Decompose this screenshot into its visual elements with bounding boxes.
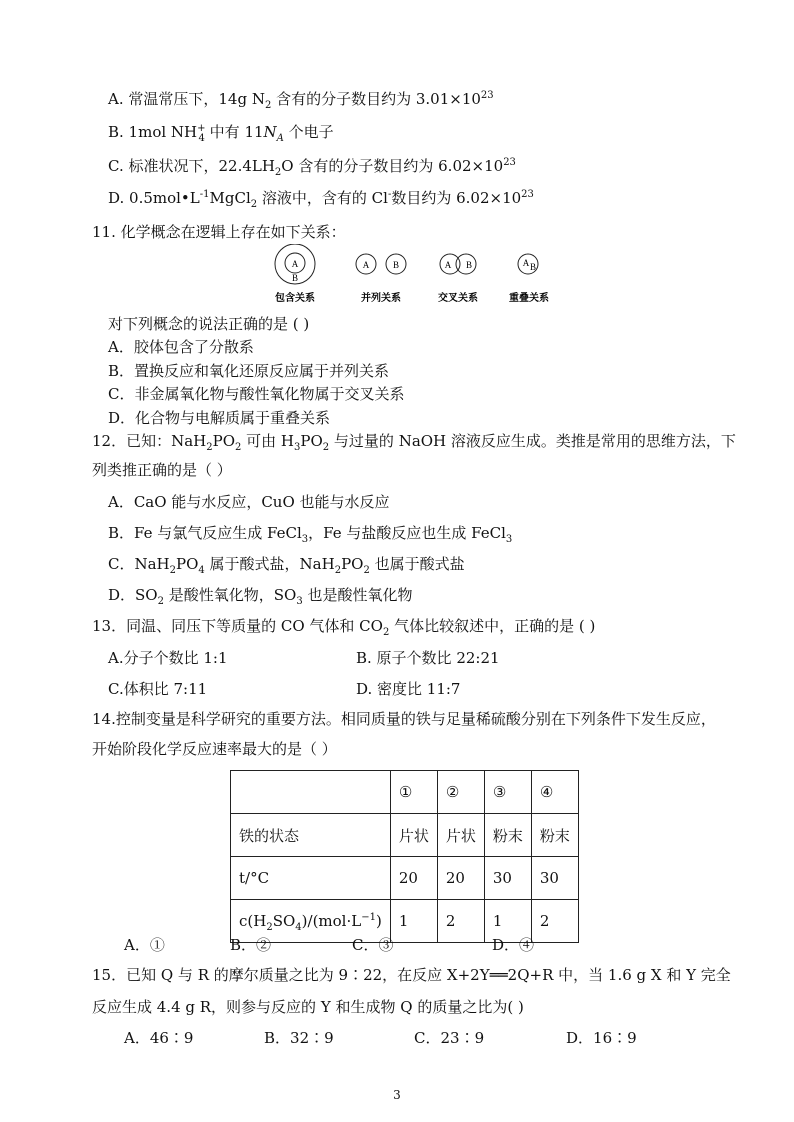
- q13-stem: 13．同温、同压下等质量的 CO 气体和 $CO_2$ 气体比较叙述中，正确的是 ( ): [92, 617, 596, 638]
- q10-option-d: D. $0.5mol•L^{-1}MgCl_2$ 溶液中，含有的 Cl-数目约为 $6.02\times 10^{23}$: [108, 189, 534, 210]
- q12-option-b: B．Fe 与氯气反应生成 FeCl$_3$，Fe 与盐酸反应也生成 FeCl$_3$: [108, 524, 513, 545]
- q14-option-b: B．②: [230, 936, 272, 954]
- table-cell: $c(H_2SO_4)/(mol\cdot L^{-1})$: [231, 900, 391, 943]
- table-cell: 粉末: [531, 814, 578, 857]
- q10-option-a: A. 常温常压下，14g $N_2$ 含有的分子数目约为 $3.01\times 10^{23}$: [108, 90, 494, 111]
- q15-stem-line2: 反应生成 4.4 g R，则参与反应的 Y 和生成物 Q 的质量之比为( ): [92, 998, 524, 1016]
- q12-option-d: D．$SO_2$ 是酸性氧化物，$SO_3$ 也是酸性氧化物: [108, 586, 413, 607]
- table-cell: 2: [437, 900, 484, 943]
- table-cell: 1: [390, 900, 437, 943]
- q12-stem-line1: 12．已知：$NaH_2PO_2$ 可由 $H_3PO_2$ 与过量的 NaOH 溶液反应生成。类推是常用的思维方法，下: [92, 432, 736, 453]
- table-cell: 20: [437, 857, 484, 900]
- q11-stem: 11. 化学概念在逻辑上存在如下关系：: [92, 223, 346, 241]
- q11-option-a: A．胶体包含了分散系: [108, 338, 254, 356]
- q12-option-c: C．$NaH_2PO_4$ 属于酸式盐，$NaH_2PO_2$ 也属于酸式盐: [108, 555, 465, 576]
- q10-option-c: C. 标准状况下，$22.4LH_2O$ 含有的分子数目约为 $6.02\times 10^{23}$: [108, 157, 516, 178]
- table-cell: 20: [390, 857, 437, 900]
- table-cell: ①: [390, 771, 437, 814]
- label-intersection: 交叉关系: [438, 293, 478, 304]
- table-row: [231, 771, 579, 814]
- venn-svg: [270, 244, 570, 308]
- q12-stem-line2: 列类推正确的是（ ）: [92, 461, 232, 479]
- q10-option-b: B. 1mol $NH^+_4$ 中有 $11N_A$ 个电子: [108, 123, 334, 144]
- q15-option-c: C．23∶9: [414, 1029, 485, 1047]
- q13-option-c: C.体积比 7:11: [108, 680, 208, 698]
- intersection-label-a: A: [444, 260, 452, 270]
- table-cell: 1: [484, 900, 531, 943]
- q11-prompt: 对下列概念的说法正确的是 ( ): [108, 315, 310, 333]
- overlap-label-b: B: [529, 262, 537, 272]
- table-cell: t/°C: [231, 857, 391, 900]
- parallel-label-b: B: [392, 260, 400, 270]
- table-cell: 片状: [390, 814, 437, 857]
- q15-stem-line1: 15．已知 Q 与 R 的摩尔质量之比为 9∶22，在反应 X+2Y══2Q+R 中，当 1.6 g X 和 Y 完全: [92, 966, 731, 984]
- table-row: [231, 814, 579, 857]
- table-cell: 粉末: [484, 814, 531, 857]
- label-parallel: 并列关系: [361, 293, 401, 304]
- q14-option-c: C．③: [352, 936, 394, 954]
- inclusion-label-b: B: [291, 273, 299, 283]
- parallel-label-a: A: [362, 260, 370, 270]
- table-cell: 30: [484, 857, 531, 900]
- intersection-diagram: [440, 254, 476, 274]
- q11-option-b: B．置换反应和氧化还原反应属于并列关系: [108, 362, 390, 380]
- table-cell: ②: [437, 771, 484, 814]
- q15-option-d: D．16∶9: [566, 1029, 637, 1047]
- table-cell: ③: [484, 771, 531, 814]
- table-cell: 30: [531, 857, 578, 900]
- table-cell: [231, 771, 391, 814]
- table-cell: ④: [531, 771, 578, 814]
- q11-option-c: C．非金属氧化物与酸性氧化物属于交叉关系: [108, 385, 405, 403]
- table-row: [231, 857, 579, 900]
- table-cell: 片状: [437, 814, 484, 857]
- table-cell: 2: [531, 900, 578, 943]
- label-inclusion: 包含关系: [275, 293, 315, 304]
- q14-option-d: D．④: [492, 936, 535, 954]
- parallel-diagram: [356, 254, 406, 274]
- q13-option-b: B. 原子个数比 22:21: [356, 649, 500, 667]
- q12-option-a: A．CaO 能与水反应，CuO 也能与水反应: [108, 493, 390, 511]
- label-overlap: 重叠关系: [509, 293, 549, 304]
- intersection-label-b: B: [465, 260, 473, 270]
- overlap-diagram: [518, 254, 538, 274]
- page-number: 3: [393, 1088, 401, 1102]
- overlap-label-a: A: [522, 258, 530, 268]
- q11-relation-diagram: [270, 244, 570, 308]
- inclusion-label-a: A: [291, 259, 299, 269]
- q15-option-a: A．46∶9: [124, 1029, 194, 1047]
- inclusion-diagram: [275, 244, 315, 284]
- q14-stem-line2: 开始阶段化学反应速率最大的是（ ）: [92, 740, 337, 758]
- q13-option-d: D. 密度比 11:7: [356, 680, 461, 698]
- q14-conditions-table: [230, 770, 579, 943]
- q14-option-a: A．①: [124, 936, 165, 954]
- q15-option-b: B．32∶9: [264, 1029, 334, 1047]
- q11-option-d: D．化合物与电解质属于重叠关系: [108, 409, 331, 427]
- q14-stem-line1: 14.控制变量是科学研究的重要方法。相同质量的铁与足量稀硫酸分别在下列条件下发生反应，: [92, 710, 716, 728]
- q13-option-a: A.分子个数比 1:1: [108, 649, 228, 667]
- table-cell: 铁的状态: [231, 814, 391, 857]
